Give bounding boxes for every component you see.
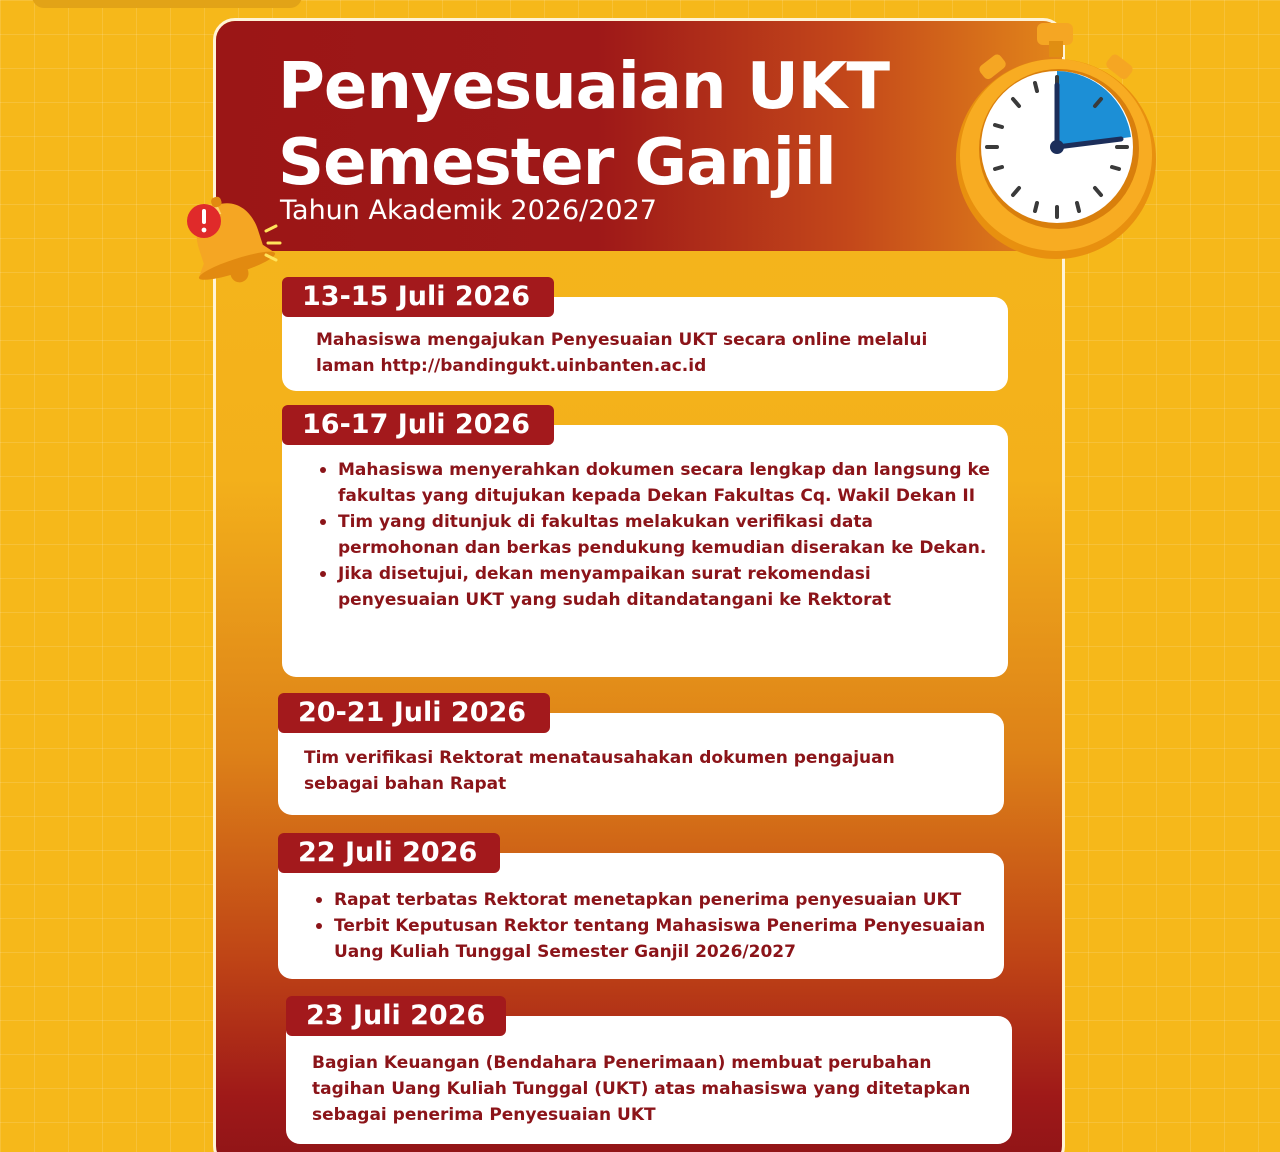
poster-card (213, 18, 1065, 1152)
timeline-description: Bagian Keuangan (Bendahara Penerimaan) membuat perubahan tagihan Uang Kuliah Tunggal (UKT) atas mahasiswa yang ditetapkan sebagai penerima Penyesuaian UKT (312, 1053, 971, 1125)
title-line-2: Semester Ganjil (278, 126, 836, 200)
timeline-item-3 (278, 693, 1004, 815)
timeline-item-2 (282, 405, 1008, 677)
top-decoration (32, 0, 302, 8)
page-title (278, 49, 889, 201)
stopwatch-icon (951, 21, 1161, 261)
timeline-item-5 (286, 996, 1012, 1144)
bell-icon (174, 181, 284, 291)
timeline-description: Tim verifikasi Rektorat menatausahakan dokumen pengajuan sebagai bahan Rapat (304, 748, 895, 794)
title-line-1: Penyesuaian UKT (278, 50, 890, 124)
list-item: Tim yang ditunjuk di fakultas melakukan verifikasi data permohonan dan berkas pendukung kemudian diserakan ke Dekan. (316, 509, 996, 561)
date-label: 23 Juli 2026 (286, 996, 506, 1036)
academic-year-subtitle: Tahun Akademik 2026/2027 (280, 195, 657, 226)
timeline-item-1 (282, 277, 1008, 391)
timeline-bullet-list (316, 457, 996, 613)
list-item: Terbit Keputusan Rektor tentang Mahasiswa Penerima Penyesuaian Uang Kuliah Tunggal Semester Ganjil 2026/2027 (312, 913, 1002, 965)
date-label: 22 Juli 2026 (278, 833, 500, 873)
timeline-description: Mahasiswa mengajukan Penyesuaian UKT secara online melalui laman http://bandingukt.uinbanten.ac.id (316, 330, 928, 376)
alert-badge-icon (187, 204, 221, 238)
date-label: 16-17 Juli 2026 (282, 405, 554, 445)
list-item: Mahasiswa menyerahkan dokumen secara lengkap dan langsung ke fakultas yang ditujukan kepada Dekan Fakultas Cq. Wakil Dekan II (316, 457, 996, 509)
list-item: Rapat terbatas Rektorat menetapkan penerima penyesuaian UKT (312, 887, 1002, 913)
date-label: 13-15 Juli 2026 (282, 277, 554, 317)
date-label: 20-21 Juli 2026 (278, 693, 550, 733)
timeline-bullet-list (312, 887, 1002, 965)
timeline-item-4 (278, 833, 1004, 979)
list-item: Jika disetujui, dekan menyampaikan surat rekomendasi penyesuaian UKT yang sudah ditandatangani ke Rektorat (316, 561, 996, 613)
